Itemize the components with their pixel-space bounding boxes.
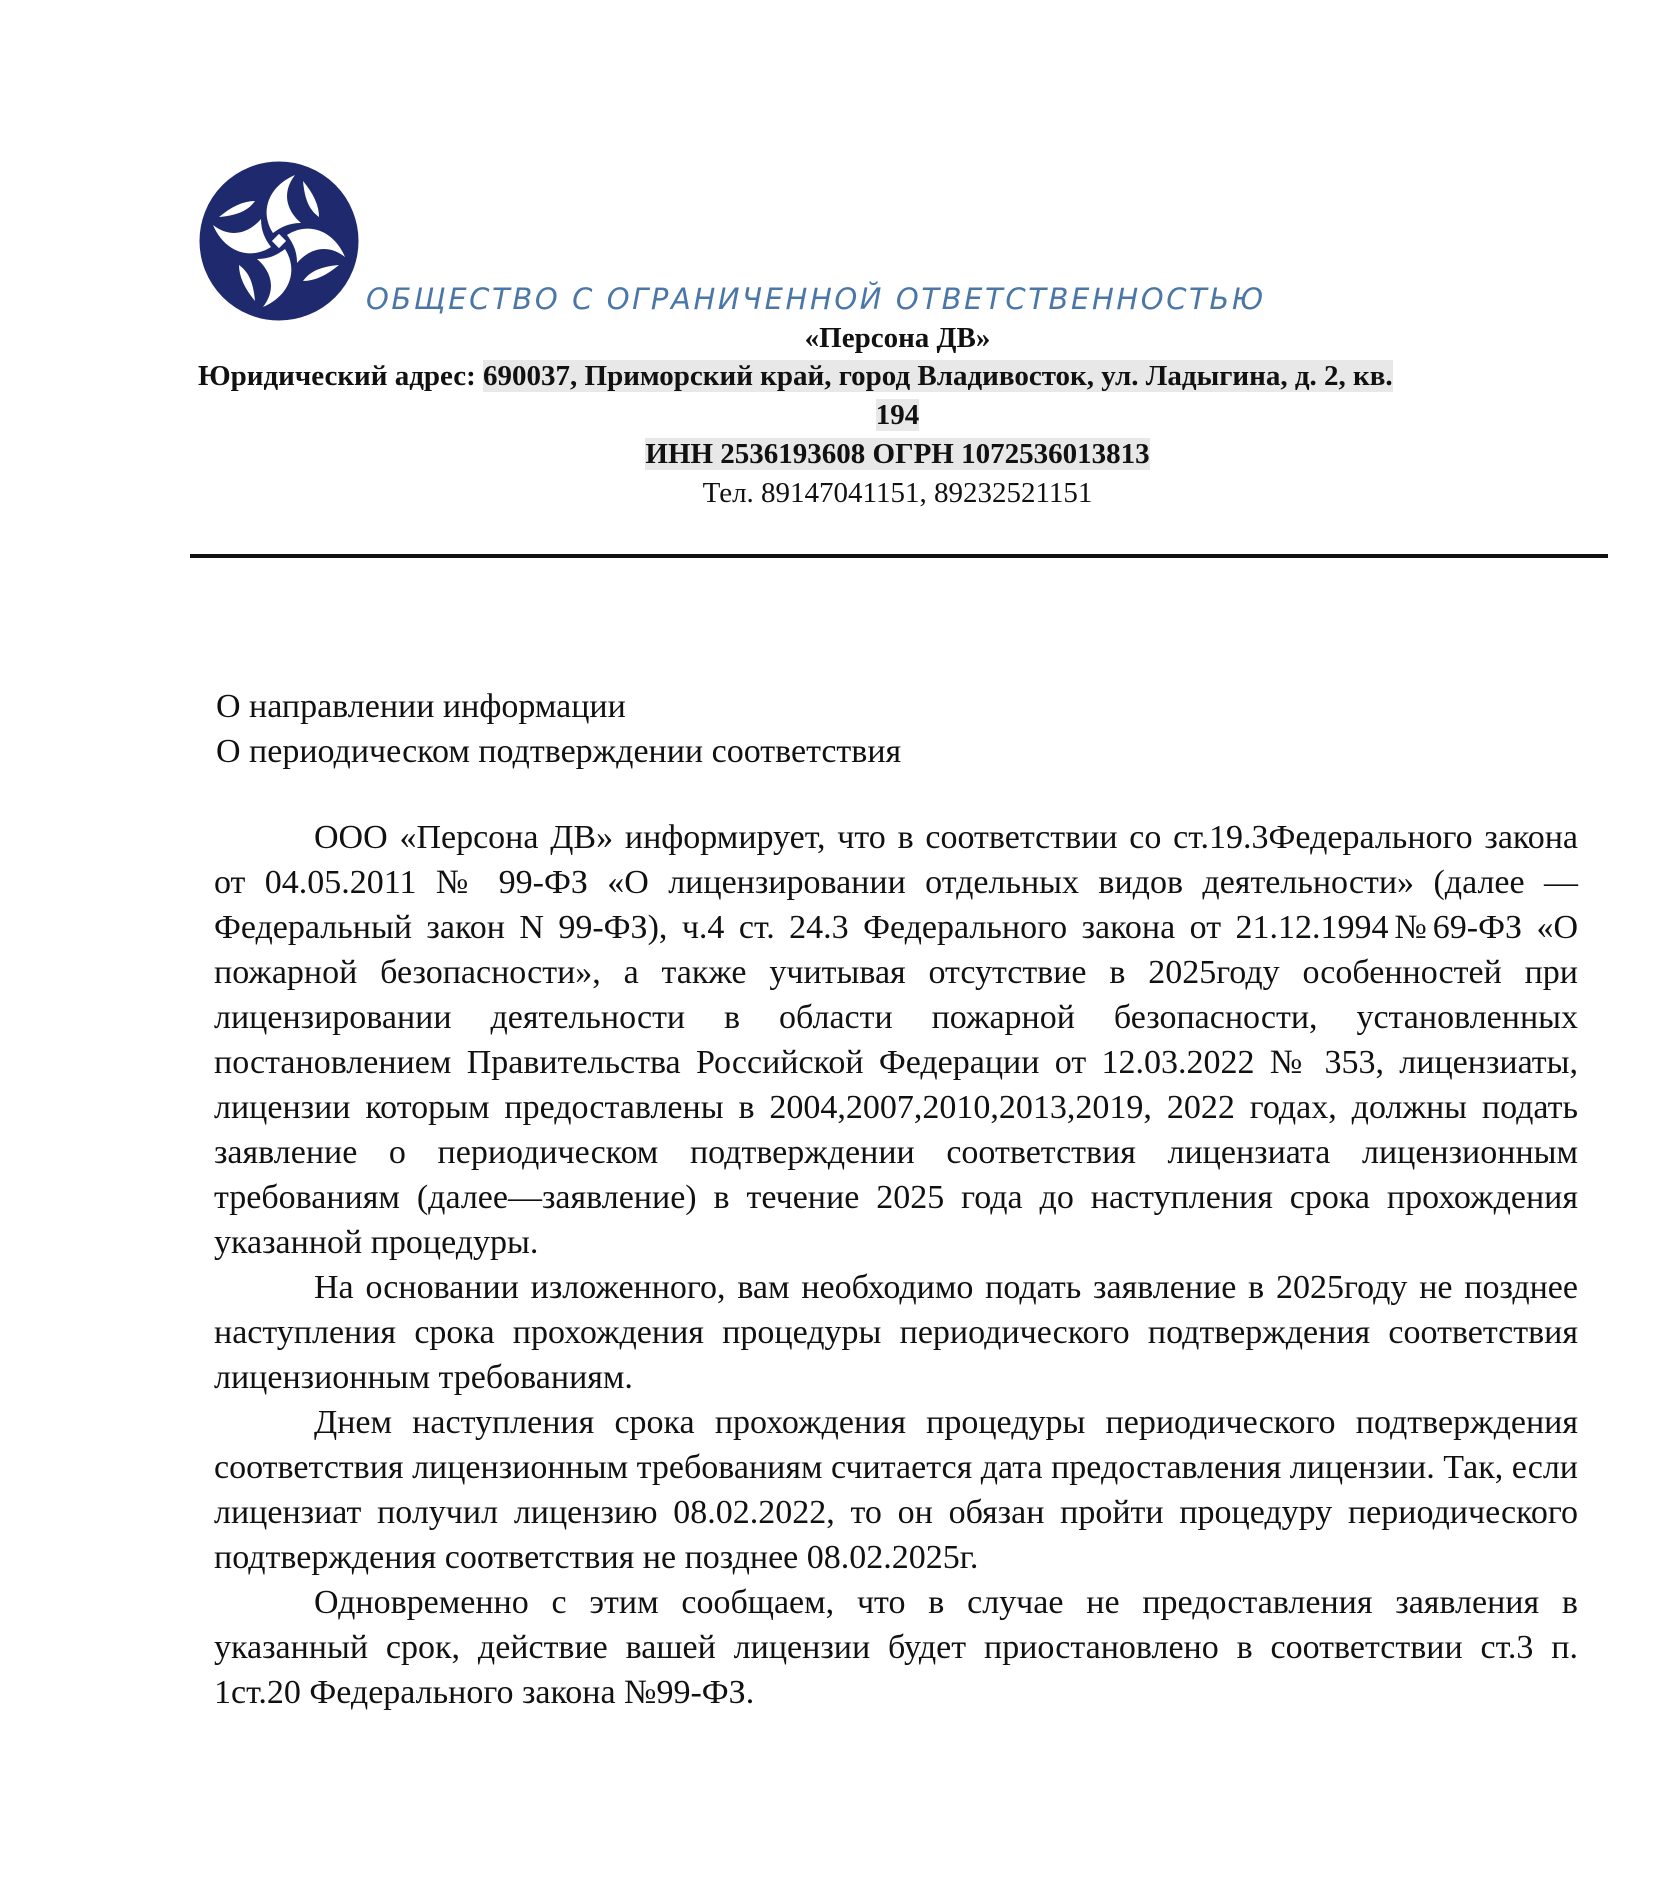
body-paragraph-3: Днем наступления срока прохождения процедуры периодического подтверждения соответствия лицензионным требованиям считается дата предоставления лицензии. Так, если лицензиат получил лицензию 08.02.2022, то он обязан пройти процедуру периодического подтверждения соответствия не позднее 08.02.2025г.: [214, 1404, 1578, 1576]
letter-body: [214, 815, 1578, 1715]
organization-name: «Персона ДВ»: [804, 322, 991, 354]
body-paragraph-4: Одновременно с этим сообщаем, что в случае не предоставления заявления в указанный срок, действие вашей лицензии будет приостановлено в соответствии ст.3 п. 1ст.20 Федерального закона №99-ФЗ.: [214, 1584, 1578, 1711]
subject-line-1: О направлении информации: [216, 688, 626, 725]
tax-ids: [0, 438, 1680, 471]
legal-address-continued: [0, 399, 1680, 432]
company-logo-icon: [198, 160, 360, 322]
legal-address-cont-value: 194: [875, 399, 920, 431]
legal-address-label: Юридический адрес:: [198, 360, 484, 392]
body-paragraph-1: ООО «Персона ДВ» информирует, что в соответствии со ст.19.3Федерального закона от 04.05.2011 № 99-ФЗ «О лицензировании отдельных видов деятельности» (далее — Федеральный закон N 99-ФЗ), ч.4 ст. 24.3 Федерального закона от 21.12.1994№69-ФЗ «О пожарной безопасности», а также учитывая отсутствие в 2025году особенностей при лицензировании деятельности в области пожарной безопасности, установленных постановлением Правительства Российской Федерации от 12.03.2022 № 353, лицензиаты, лицензии которым предоставлены в 2004,2007,2010,2013,2019, 2022 годах, должны подать заявление о периодическом подтверждении соответствия лицензиата лицензионным требованиям (далее—заявление) в течение 2025 года до наступления срока прохождения указанной процедуры.: [214, 819, 1578, 1261]
organization-type: ОБЩЕСТВО С ОГРАНИЧЕННОЙ ОТВЕТСТВЕННОСТЬЮ: [366, 282, 1266, 316]
letter-subject: [216, 684, 901, 774]
header-divider: [190, 554, 1608, 558]
subject-line-2: О периодическом подтверждении соответствия: [216, 733, 902, 770]
phone-numbers: Тел. 89147041151, 89232521151: [702, 477, 1093, 509]
legal-address: [198, 360, 1393, 393]
body-paragraph-2: На основании изложенного, вам необходимо подать заявление в 2025году не позднее наступления срока прохождения процедуры периодического подтверждения соответствия лицензионным требованиям.: [214, 1269, 1578, 1396]
legal-address-value: 690037, Приморский край, город Владивосток, ул. Ладыгина, д. 2, кв.: [483, 360, 1393, 392]
tax-ids-value: ИНН 2536193608 ОГРН 1072536013813: [645, 438, 1150, 470]
